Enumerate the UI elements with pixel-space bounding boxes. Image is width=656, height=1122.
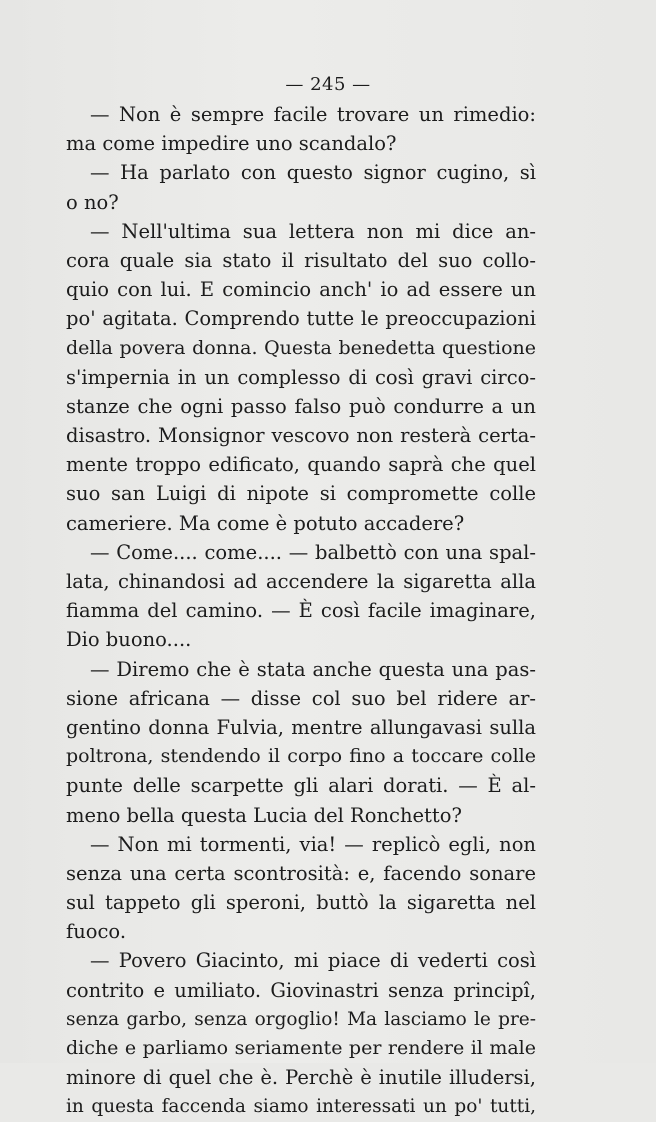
text-line: cameriere. Ma come è potuto accadere?	[66, 511, 465, 535]
text-line: s'impernia in un complesso di così gravi circo-	[66, 365, 536, 389]
text-line: minore di quel che è. Perchè è inutile illudersi,	[66, 1066, 536, 1090]
text-line: quio con lui. E comincio anch' io ad essere un	[66, 278, 536, 302]
text-line: po' agitata. Comprendo tutte le preoccupazioni	[66, 307, 536, 331]
text-line: — Non è sempre facile trovare un rimedio:	[90, 103, 536, 126]
text-line: mente troppo edificato, quando saprà che quel	[66, 453, 536, 477]
text-line: — Non mi tormenti, via! — replicò egli, non	[90, 832, 536, 856]
text-line: disastro. Monsignor vescovo non resterà certa-	[66, 424, 536, 448]
text-line: diche e parliamo seriamente per rendere il male	[66, 1037, 536, 1059]
text-line: — Ha parlato con questo signor cugino, sì	[90, 161, 536, 185]
text-line: — Povero Giacinto, mi piace di vederti così	[90, 949, 536, 973]
text-line: fuoco.	[66, 920, 127, 944]
text-line: — Diremo che è stata anche questa una pas-	[90, 657, 536, 681]
text-line: cora quale sia stato il risultato del suo collo-	[66, 248, 536, 272]
text-line: senza una certa scontrosità: e, facendo sonare	[66, 861, 536, 885]
page-body-text	[66, 100, 536, 1122]
text-line: sul tappeto gli speroni, buttò la sigaretta nel	[66, 891, 536, 915]
text-line: punte delle scarpette gli alari dorati. — È al-	[66, 774, 536, 798]
text-line: gentino donna Fulvia, mentre allungavasi sulla	[66, 715, 536, 739]
text-line: Dio buono....	[66, 628, 192, 652]
text-line: meno bella questa Lucia del Ronchetto?	[66, 803, 462, 827]
text-line: fiamma del camino. — È così facile imaginare,	[66, 599, 536, 623]
text-line: ma come impedire uno scandalo?	[66, 132, 397, 156]
text-line: sione africana — disse col suo bel ridere ar-	[66, 686, 536, 710]
text-line: poltrona, stendendo il corpo fino a toccare colle	[66, 745, 536, 768]
text-line: — Nell'ultima sua lettera non mi dice an-	[90, 219, 536, 243]
text-line: senza garbo, senza orgoglio! Ma lasciamo le pre-	[66, 1008, 536, 1030]
text-line: in questa faccenda siamo interessati un po' tutti,	[66, 1096, 536, 1118]
text-line: o no?	[66, 190, 119, 214]
text-line: lata, chinandosi ad accendere la sigaretta alla	[66, 570, 536, 593]
page-number: — 245 —	[285, 74, 371, 95]
text-line: contrito e umiliato. Giovinastri senza principî,	[66, 978, 536, 1002]
text-line: stanze che ogni passo falso può condurre a un	[66, 394, 536, 418]
text-line: — Come.... come.... — balbettò con una spal-	[90, 540, 536, 564]
text-line: della povera donna. Questa benedetta questione	[66, 336, 536, 359]
text-line: suo san Luigi di nipote si compromette colle	[66, 482, 536, 506]
